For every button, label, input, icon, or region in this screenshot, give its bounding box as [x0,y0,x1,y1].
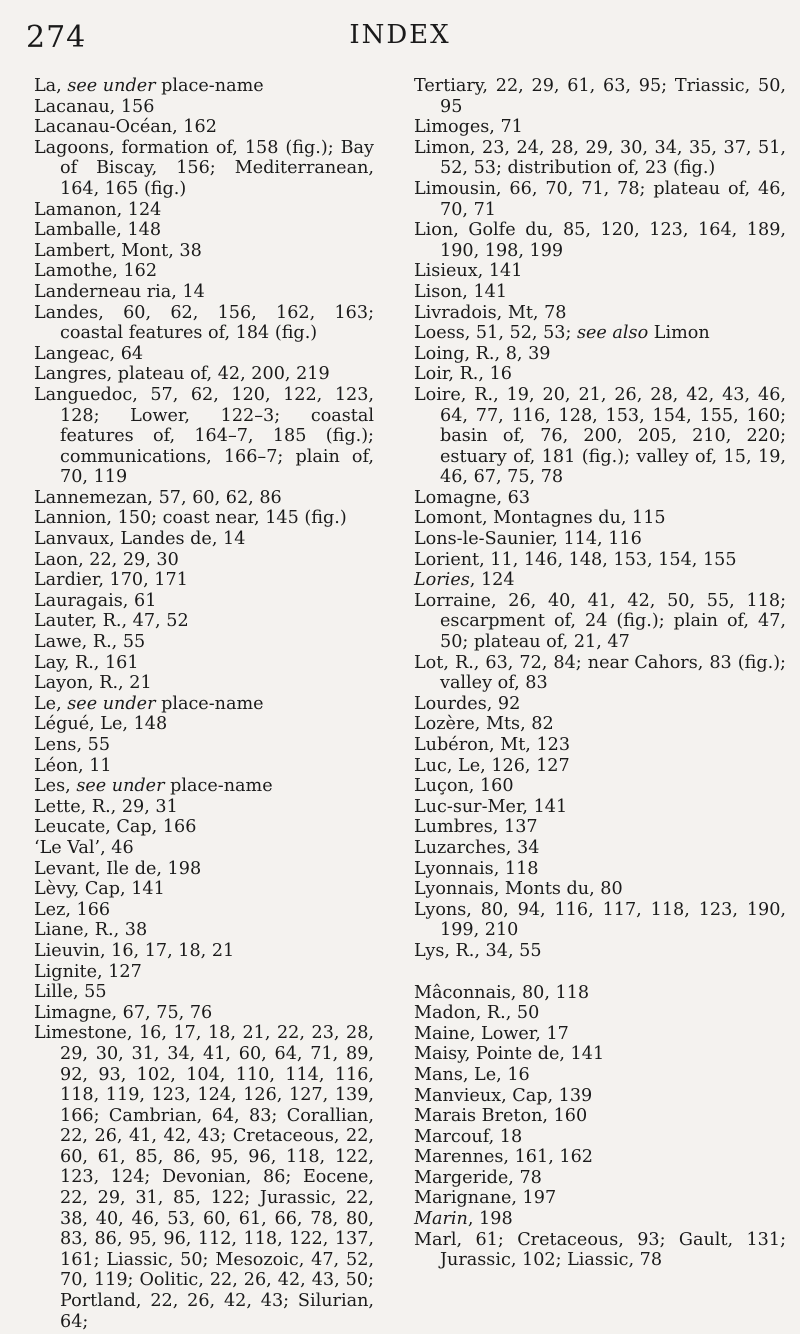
index-entry: Maisy, Pointe de, 141 [414,1044,605,1065]
index-entry: Lot, R., 63, 72, 84; near Cahors, 83 (fig.); valley of, 83 [414,652,786,694]
index-entry: Lauter, R., 47, 52 [34,611,189,632]
index-entry: Leucate, Cap, 166 [34,817,197,838]
index-entry: Le, see under place-name [34,693,264,714]
index-entry: Lawe, R., 55 [34,632,146,653]
index-entry: Légué, Le, 148 [34,714,168,735]
index-entry: Lison, 141 [414,281,508,302]
index-entry: Marl, 61; Cretaceous, 93; Gault, 131; Jurassic, 102; Liassic, 78 [414,1229,786,1271]
index-entry: Loire, R., 19, 20, 21, 26, 28, 42, 43, 46, 64, 77, 116, 128, 153, 154, 155, 160; basin of, 76, 200, 205, 210, 220; estuary of, 181 (fig.); valley of, 15, 19, 46, 67, 75, 78 [414,384,786,488]
index-entry: Lieuvin, 16, 17, 18, 21 [34,940,235,961]
index-entry: Léon, 11 [34,755,112,776]
index-entry: Langres, plateau of, 42, 200, 219 [34,364,330,385]
index-entry: Lyonnais, Monts du, 80 [414,879,623,900]
index-entry: Loess, 51, 52, 53; see also Limon [414,323,710,344]
index-entry: Lacanau-Océan, 162 [34,117,217,138]
index-entry: Lumbres, 137 [414,817,538,838]
index-entry: Lys, R., 34, 55 [414,940,542,961]
index-entry: Loing, R., 8, 39 [414,343,551,364]
index-entry: Lacanau, 156 [34,96,155,117]
index-entry: Lisieux, 141 [414,261,523,282]
index-entry: La, see under place-name [34,76,264,96]
index-entry: Marignane, 197 [414,1188,557,1209]
index-entry: Lorraine, 26, 40, 41, 42, 50, 55, 118; escarpment of, 24 (fig.); plain of, 47, 50; plateau of, 21, 47 [414,590,786,653]
index-entry: Luzarches, 34 [414,837,540,858]
index-entry: Manvieux, Cap, 139 [414,1085,593,1106]
index-entry: Lamanon, 124 [34,199,162,220]
index-entry: Limoges, 71 [414,117,523,138]
index-entry: Livradois, Mt, 78 [414,302,567,323]
index-entry: Lourdes, 92 [414,693,521,714]
index-entry: Limestone, 16, 17, 18, 21, 22, 23, 28, 29, 30, 31, 34, 41, 60, 64, 71, 89, 92, 93, 102, 104, 110, 114, 116, 118, 119, 123, 124, 126, 127, 139, 166; Cambrian, 64, 83; Corallian, 22, 26, 41, 42, 43; Cretaceous, 22, 60, 61, 85, 86, 95, 96, 118, 122, 123, 124; Devonian, 86; Eocene, 22, 29, 31, 85, 122; Jurassic, 22, 38, 40, 46, 53, 60, 61, 66, 78, 80, 83, 86, 95, 96, 112, 118, 122, 137, 161; Liassic, 50; Mesozoic, 47, 52, 70, 119; Oolitic, 22, 26, 42, 43, 50; Portland, 22, 26, 42, 43; Silurian, 64; [34,1023,374,1332]
index-entry: Mans, Le, 16 [414,1064,530,1085]
index-entry: Marcouf, 18 [414,1126,523,1147]
index-entry: Landes, 60, 62, 156, 162, 163; coastal features of, 184 (fig.) [34,302,374,344]
index-column-right [414,76,786,1271]
index-entry: Limagne, 67, 75, 76 [34,1002,213,1023]
index-entry: Lion, Golfe du, 85, 120, 123, 164, 189, 190, 198, 199 [414,220,786,261]
index-entry: Lomont, Montagnes du, 115 [414,508,666,529]
index-entry: Lannemezan, 57, 60, 62, 86 [34,487,282,508]
index-entry: Lubéron, Mt, 123 [414,735,571,755]
index-entry: Lille, 55 [34,982,107,1003]
index-entry: Lez, 166 [34,899,111,920]
index-entry: Lauragais, 61 [34,590,157,611]
index-entry: Luc-sur-Mer, 141 [414,796,568,817]
index-entry: Marais Breton, 160 [414,1106,588,1127]
index-entry: Langeac, 64 [34,343,144,364]
index-entry: Tertiary, 22, 29, 61, 63, 95; Triassic, 50, 95 [414,76,786,117]
page-number: 274 [26,20,87,55]
index-entry: Lomagne, 63 [414,487,531,508]
index-entry: Laon, 22, 29, 30 [34,549,179,570]
index-entry: Languedoc, 57, 62, 120, 122, 123, 128; Lower, 122–3; coastal features of, 164–7, 185 (fig.); communications, 166–7; plain of, 70, 119 [34,384,374,488]
index-entry: ‘Le Val’, 46 [34,837,134,858]
index-entry: Marennes, 161, 162 [414,1147,593,1168]
index-entry: Lay, R., 161 [34,652,139,673]
index-entry: Lamballe, 148 [34,220,162,241]
index-entry: Luc, Le, 126, 127 [414,755,570,776]
index-entry: Lignite, 127 [34,961,142,982]
index-entry: Lardier, 170, 171 [34,570,188,591]
index-entry: Lagoons, formation of, 158 (fig.); Bay of Biscay, 156; Mediterranean, 164, 165 (fig.) [34,137,374,199]
index-entry: Lèvy, Cap, 141 [34,879,165,900]
index-entry: Marin, 198 [414,1209,513,1230]
index-entry: Lamothe, 162 [34,261,158,282]
index-entry: Limousin, 66, 70, 71, 78; plateau of, 46, 70, 71 [414,178,786,220]
index-entry: Limon, 23, 24, 28, 29, 30, 34, 35, 37, 51, 52, 53; distribution of, 23 (fig.) [414,137,786,179]
index-entry: Maine, Lower, 17 [414,1023,569,1044]
index-entry: Lette, R., 29, 31 [34,796,178,817]
index-entry: Lyonnais, 118 [414,858,539,879]
index-entry: Lambert, Mont, 38 [34,240,202,261]
index-entry: Lozère, Mts, 82 [414,714,554,735]
index-entry: Lens, 55 [34,735,111,755]
index-entry: Lannion, 150; coast near, 145 (fig.) [34,508,347,529]
running-head: INDEX [349,20,451,50]
index-entry: Lons-le-Saunier, 114, 116 [414,529,642,550]
index-entry: Mâconnais, 80, 118 [414,982,590,1003]
index-entry: Lyons, 80, 94, 116, 117, 118, 123, 190, 199, 210 [414,899,786,941]
index-entry: Levant, Ile de, 198 [34,858,202,879]
index-entry: Landerneau ria, 14 [34,281,205,302]
index-entry: Madon, R., 50 [414,1003,540,1024]
index-entry: Liane, R., 38 [34,920,148,941]
index-entry: Lories, 124 [414,570,515,591]
section-gap [414,962,786,983]
index-entry: Margeride, 78 [414,1167,542,1188]
index-entry: Les, see under place-name [34,776,273,797]
index-entry: Loir, R., 16 [414,364,512,385]
index-column-left [34,76,374,1332]
index-entry: Lorient, 11, 146, 148, 153, 154, 155 [414,549,737,570]
page-header [0,14,800,60]
index-entry: Lanvaux, Landes de, 14 [34,529,246,550]
index-entry: Luçon, 160 [414,776,514,797]
index-entry: Layon, R., 21 [34,673,152,694]
